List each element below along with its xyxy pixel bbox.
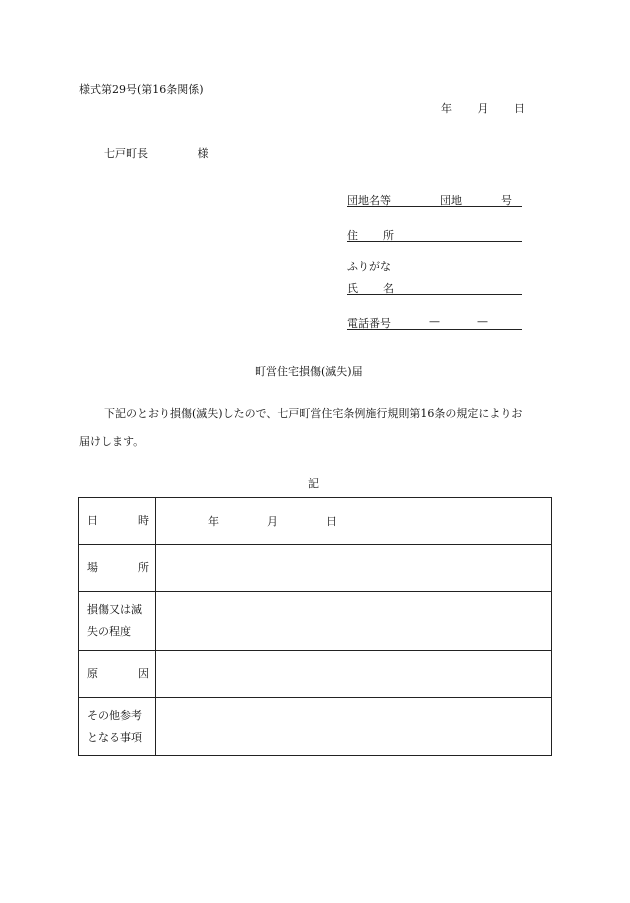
form-title: 町営住宅損傷(滅失)届 <box>255 365 363 378</box>
place-value-cell[interactable] <box>156 545 552 592</box>
addressee <box>104 145 209 161</box>
other-value-cell[interactable] <box>156 698 552 756</box>
date-month-label: 月 <box>477 102 489 115</box>
date-value-cell[interactable] <box>156 498 552 545</box>
date-label-cell <box>79 498 156 545</box>
cause-label-cell <box>79 651 156 698</box>
date-label-b: 時 <box>138 514 149 527</box>
phone-dash-1: — <box>429 315 440 328</box>
other-label-line-1: その他参考 <box>87 708 142 722</box>
cause-value-cell[interactable] <box>156 651 552 698</box>
complex-field[interactable] <box>347 192 522 207</box>
address-field[interactable] <box>347 227 522 242</box>
date-line <box>441 100 525 116</box>
place-label-b: 所 <box>138 561 149 574</box>
row-damage <box>79 592 552 651</box>
phone-label: 電話番号 <box>347 317 391 330</box>
other-label-line-2: となる事項 <box>87 730 142 744</box>
addressee-name: 七戸町長 <box>104 147 148 160</box>
cause-label-a: 原 <box>87 667 98 680</box>
complex-unit-go: 号 <box>501 194 512 207</box>
name-label-b: 名 <box>383 282 394 295</box>
date-year: 年 <box>208 515 219 528</box>
damage-label-line-1: 損傷又は滅 <box>87 603 142 616</box>
damage-value-cell[interactable] <box>156 592 552 651</box>
furigana-label: ふりがな <box>347 260 391 273</box>
row-place <box>79 545 552 592</box>
name-label-a: 氏 <box>347 282 358 295</box>
name-field[interactable] <box>347 280 522 295</box>
form-number: 様式第29号(第16条関係) <box>79 83 204 96</box>
body-line-1: 下記のとおり損傷(滅失)したので、七戸町営住宅条例施行規則第16条の規定によりお <box>104 407 523 420</box>
date-month: 月 <box>267 515 278 528</box>
cause-label-b: 因 <box>138 667 149 680</box>
other-label-cell <box>79 698 156 756</box>
row-cause <box>79 651 552 698</box>
phone-dash-2: — <box>477 315 488 328</box>
ki-label: 記 <box>308 477 319 490</box>
date-day-label: 日 <box>514 102 525 115</box>
damage-label-line-2: 失の程度 <box>87 625 131 638</box>
addressee-honorific: 様 <box>197 147 209 160</box>
phone-field[interactable] <box>347 315 522 330</box>
place-label-cell <box>79 545 156 592</box>
complex-unit-danchi: 団地 <box>440 194 462 207</box>
complex-label: 団地名等 <box>347 194 391 207</box>
address-label-b: 所 <box>383 229 394 242</box>
date-year-label: 年 <box>441 102 452 115</box>
place-label-a: 場 <box>87 561 98 574</box>
row-other <box>79 698 552 756</box>
row-date <box>79 498 552 545</box>
body-line-2: 届けします。 <box>79 435 145 448</box>
damage-label-cell <box>79 592 156 651</box>
record-table <box>78 497 552 756</box>
date-day: 日 <box>326 515 337 528</box>
date-label-a: 日 <box>87 514 98 527</box>
address-label-a: 住 <box>347 229 358 242</box>
